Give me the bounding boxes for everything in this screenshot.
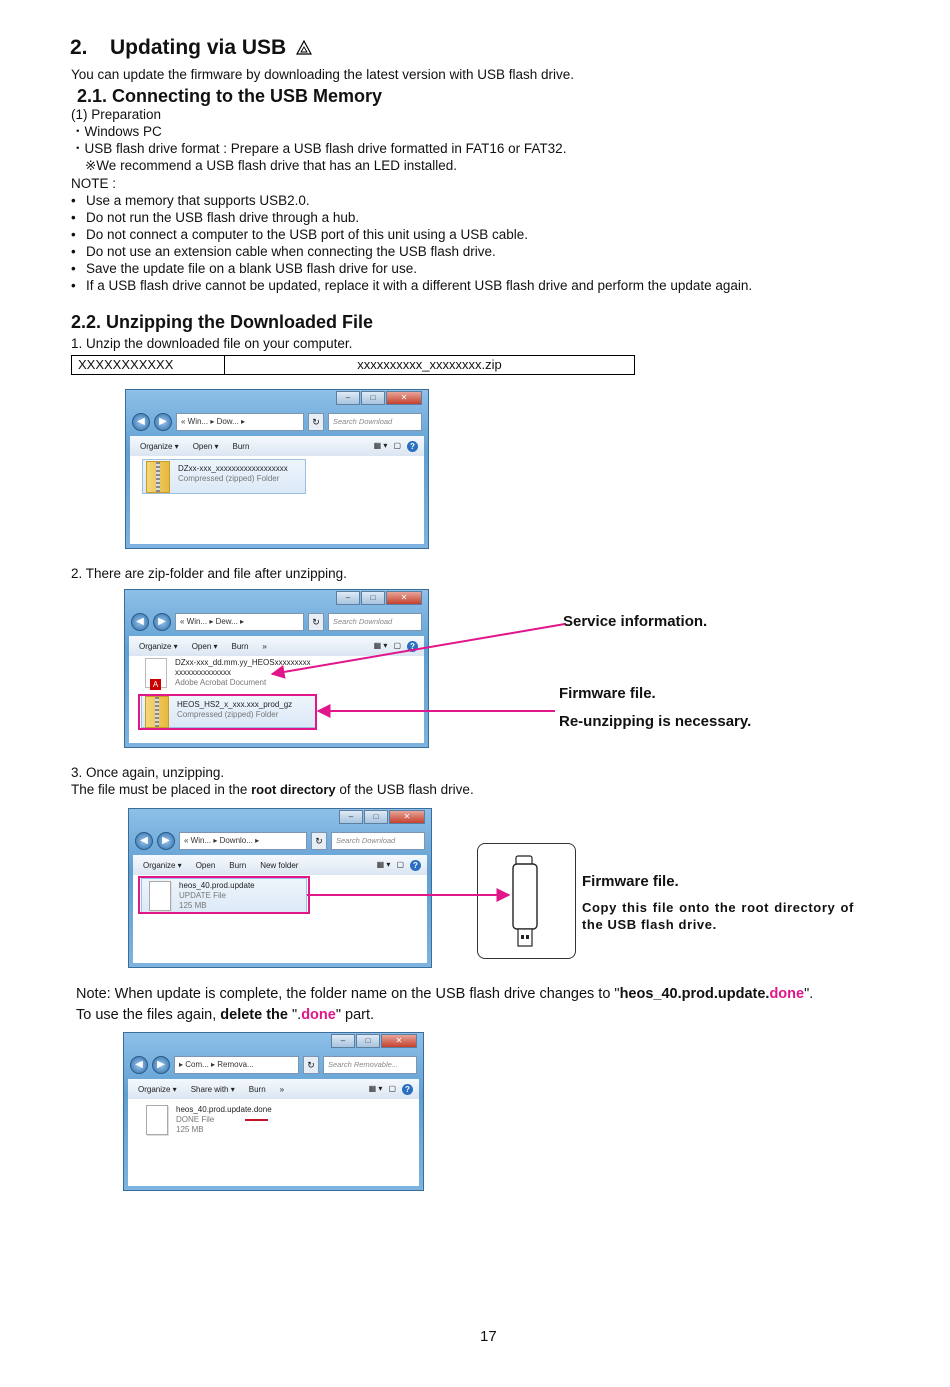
- format-text: ・USB flash drive format : Prepare a USB flash drive formatted in FAT16 or FAT32.: [71, 141, 567, 156]
- refresh-icon[interactable]: ↻: [303, 1056, 319, 1074]
- list-item: • Do not use an extension cable when connecting the USB flash drive.: [71, 243, 752, 260]
- list-item: • If a USB flash drive cannot be updated, replace it with a different USB flash drive and perform the update again.: [71, 277, 752, 294]
- note-line-2: [76, 1007, 374, 1023]
- view-icon[interactable]: ▦ ▾: [373, 640, 388, 650]
- maximize-icon[interactable]: □: [361, 591, 385, 605]
- burn-button[interactable]: Burn: [229, 860, 247, 870]
- section-number: 2.: [70, 36, 88, 59]
- open-button[interactable]: Open ▾: [191, 641, 218, 651]
- minimize-icon[interactable]: –: [331, 1034, 355, 1048]
- arrow-service: [272, 624, 565, 674]
- share-button[interactable]: Share with ▾: [190, 1084, 235, 1094]
- view-icon[interactable]: ▦ ▾: [368, 1083, 383, 1093]
- search-input[interactable]: Search Download: [328, 613, 422, 631]
- view-icon[interactable]: ▦ ▾: [376, 859, 391, 869]
- open-button[interactable]: Open ▾: [192, 441, 219, 451]
- section-intro: You can update the firmware by downloading the latest version with USB flash drive.: [71, 67, 575, 82]
- back-icon[interactable]: ◀: [130, 1056, 148, 1074]
- address-bar: [130, 1055, 417, 1075]
- toolbar: [128, 1079, 419, 1100]
- file-type: Adobe Acrobat Document: [175, 678, 267, 687]
- table-cell: xxxxxxxxxx_xxxxxxxx.zip: [357, 357, 502, 372]
- minimize-icon[interactable]: –: [336, 591, 360, 605]
- refresh-icon[interactable]: ↻: [308, 613, 324, 631]
- help-icon[interactable]: ?: [402, 1084, 413, 1095]
- search-input[interactable]: Search Download: [328, 413, 422, 431]
- file-size: 125 MB: [179, 901, 207, 910]
- close-icon[interactable]: ✕: [381, 1034, 417, 1048]
- organize-button[interactable]: Organize ▾: [140, 441, 179, 451]
- maximize-icon[interactable]: □: [364, 810, 388, 824]
- new-folder-button[interactable]: New folder: [260, 860, 299, 870]
- forward-icon[interactable]: ▶: [157, 832, 175, 850]
- pane-icon[interactable]: ▢: [393, 640, 401, 650]
- close-icon[interactable]: ✕: [386, 591, 422, 605]
- callout-reunzip: Re-unzipping is necessary.: [559, 713, 752, 730]
- explorer-window-4: [123, 1032, 424, 1191]
- file-size: 125 MB: [176, 1125, 204, 1134]
- note2-pre: To use the files again,: [76, 1007, 221, 1023]
- note2-bold: delete the: [220, 1007, 288, 1023]
- note2-post: " part.: [335, 1007, 375, 1023]
- path-input[interactable]: « Win... ▸ Dew... ▸: [175, 613, 304, 631]
- list-item: • Save the update file on a blank USB flash drive for use.: [71, 260, 752, 277]
- note1-bold: heos_40.prod.update.: [619, 986, 770, 1002]
- file-name-cont: xxxxxxxxxxxxxx: [175, 668, 231, 677]
- help-icon[interactable]: ?: [407, 641, 418, 652]
- step3b-pre: The file must be placed in the: [71, 782, 252, 797]
- subsection-title: 2.1. Connecting to the USB Memory: [77, 86, 383, 106]
- path-input[interactable]: « Win... ▸ Downlo... ▸: [179, 832, 307, 850]
- windows-pc: ・Windows PC: [71, 124, 162, 139]
- file-name: heos_40.prod.update.done: [176, 1105, 272, 1114]
- note1-post: ".: [804, 986, 814, 1002]
- note2-mid: ".: [287, 1007, 302, 1023]
- note1-done: done: [769, 986, 805, 1002]
- forward-icon[interactable]: ▶: [152, 1056, 170, 1074]
- minimize-icon[interactable]: –: [339, 810, 363, 824]
- file-pane: [128, 1099, 419, 1186]
- file-name: DZxx-xxx_dd.mm.yy_HEOSxxxxxxxxx: [175, 658, 311, 667]
- file-icon: [146, 1105, 168, 1135]
- step3b-bold: root directory: [251, 782, 336, 797]
- open-button[interactable]: Open: [195, 860, 216, 870]
- pane-icon[interactable]: ▢: [393, 440, 401, 450]
- file-type: Compressed (zipped) Folder: [177, 710, 279, 719]
- forward-icon[interactable]: ▶: [153, 613, 171, 631]
- note-line-1: [76, 986, 813, 1002]
- view-icon[interactable]: ▦ ▾: [373, 440, 388, 450]
- page-number: 17: [480, 1328, 497, 1345]
- back-icon[interactable]: ◀: [135, 832, 153, 850]
- forward-icon[interactable]: ▶: [154, 413, 172, 431]
- callout-service: Service information.: [563, 613, 708, 630]
- note2-done: done: [301, 1007, 336, 1023]
- step1-text: 1. Unzip the downloaded file on your computer.: [71, 336, 353, 351]
- search-input[interactable]: Search Removable...: [323, 1056, 417, 1074]
- done-underline: [245, 1119, 268, 1121]
- file-type: Compressed (zipped) Folder: [178, 474, 280, 483]
- maximize-icon[interactable]: □: [356, 1034, 380, 1048]
- subsection-title-2: 2.2. Unzipping the Downloaded File: [71, 312, 374, 332]
- recommend-text: ※We recommend a USB flash drive that has an LED installed.: [85, 158, 457, 173]
- pane-icon[interactable]: ▢: [388, 1083, 396, 1093]
- more-icon[interactable]: »: [279, 1084, 285, 1094]
- table-cell: XXXXXXXXXXX: [72, 356, 225, 374]
- pane-icon[interactable]: ▢: [396, 859, 404, 869]
- minimize-icon[interactable]: –: [336, 391, 360, 405]
- window-controls: [331, 1034, 417, 1048]
- maximize-icon[interactable]: □: [361, 391, 385, 405]
- list-item: • Use a memory that supports USB2.0.: [71, 192, 752, 209]
- note-label: NOTE :: [71, 176, 117, 191]
- help-icon[interactable]: ?: [407, 441, 418, 452]
- burn-button[interactable]: Burn: [232, 441, 250, 451]
- more-icon[interactable]: »: [262, 641, 267, 651]
- prep-label: (1) Preparation: [71, 107, 162, 122]
- step2-text: 2. There are zip-folder and file after unzipping.: [71, 566, 347, 581]
- organize-button[interactable]: Organize ▾: [138, 1084, 177, 1094]
- organize-button[interactable]: Organize ▾: [143, 860, 182, 870]
- note1-pre: Note: When update is complete, the folder name on the USB flash drive changes to ": [76, 986, 620, 1002]
- file-type: UPDATE File: [179, 891, 226, 900]
- list-item: • Do not run the USB flash drive through a hub.: [71, 209, 752, 226]
- help-icon[interactable]: ?: [410, 860, 421, 871]
- path-input[interactable]: « Win... ▸ Dow... ▸: [176, 413, 304, 431]
- callout-firmware: Firmware file.: [559, 685, 656, 702]
- section-title: Updating via USB: [110, 36, 287, 59]
- burn-button[interactable]: Burn: [248, 1084, 266, 1094]
- callout-copy: Copy this file onto the root directory of the USB flash drive.: [582, 900, 854, 932]
- step3b-post: of the USB flash drive.: [335, 782, 474, 797]
- step3a-text: 3. Once again, unzipping.: [71, 765, 225, 780]
- search-input[interactable]: Search Download: [331, 832, 425, 850]
- file-type: DONE File: [176, 1115, 215, 1124]
- back-icon[interactable]: ◀: [131, 613, 149, 631]
- list-item: • Do not connect a computer to the USB port of this unit using a USB cable.: [71, 226, 752, 243]
- organize-button[interactable]: Organize ▾: [139, 641, 178, 651]
- burn-button[interactable]: Burn: [231, 641, 249, 651]
- close-icon[interactable]: ✕: [386, 391, 422, 405]
- refresh-icon[interactable]: ↻: [311, 832, 327, 850]
- file-name: heos_40.prod.update: [179, 881, 255, 890]
- back-icon[interactable]: ◀: [132, 413, 150, 431]
- file-name: HEOS_HS2_x_xxx.xxx_prod_gz: [177, 700, 293, 709]
- file-name: DZxx-xxx_xxxxxxxxxxxxxxxxxx: [178, 464, 288, 473]
- path-input[interactable]: ▸ Com... ▸ Remova...: [174, 1056, 299, 1074]
- callout-firmware-2: Firmware file.: [582, 873, 679, 890]
- close-icon[interactable]: ✕: [389, 810, 425, 824]
- refresh-icon[interactable]: ↻: [308, 413, 324, 431]
